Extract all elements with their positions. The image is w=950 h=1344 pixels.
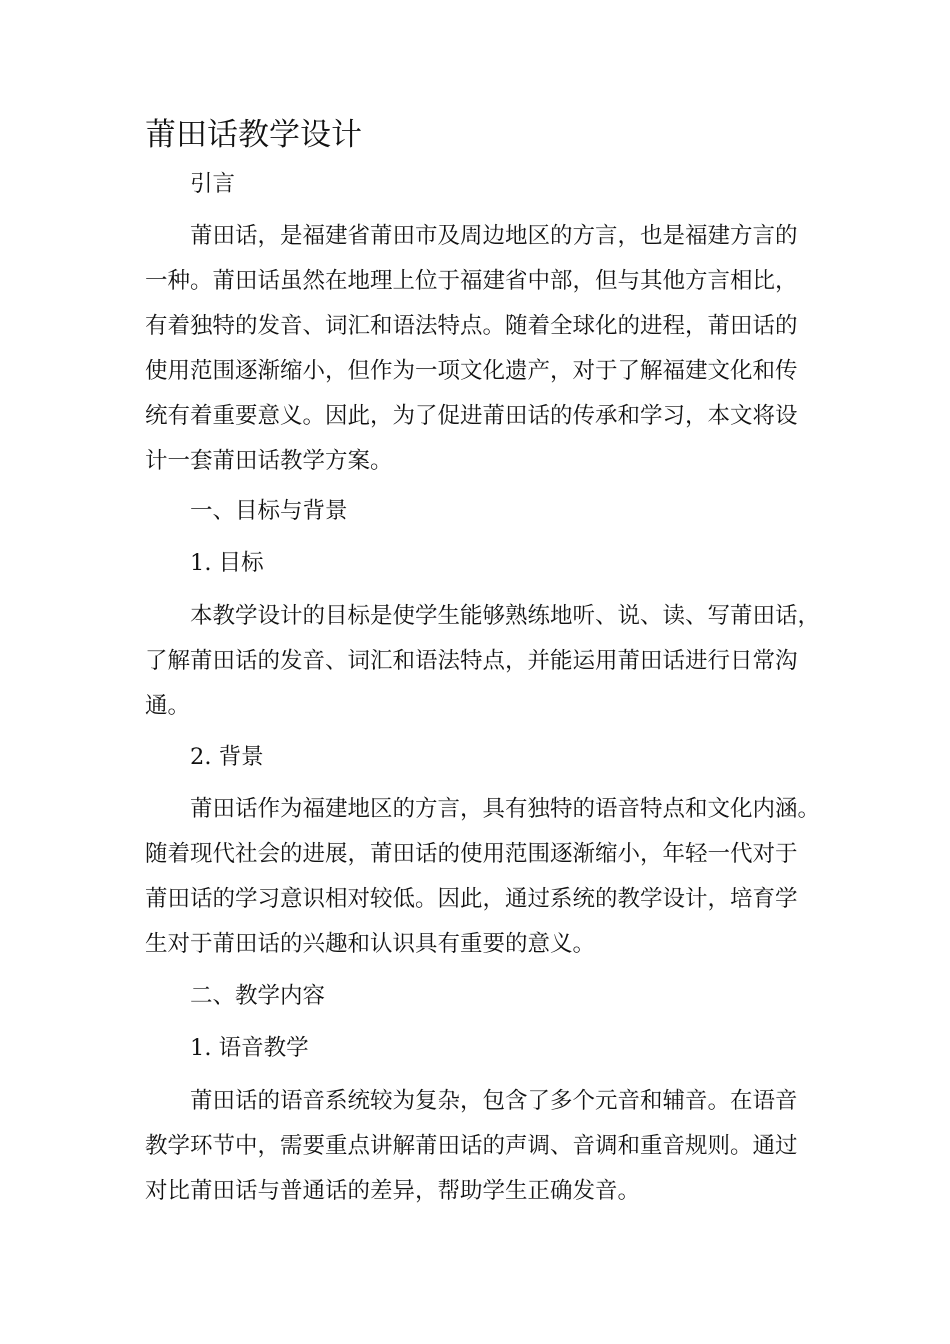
paragraph-line: 莆田话，是福建省莆田市及周边地区的方言，也是福建方言的: [190, 223, 798, 249]
paragraph-line: 计一套莆田话教学方案。: [145, 448, 393, 474]
goal-heading-block: [145, 541, 805, 586]
subsection-heading: 2. 背景: [190, 744, 264, 770]
intro-paragraph: [145, 214, 805, 484]
document-title: 莆田话教学设计: [145, 117, 362, 153]
paragraph-line: 一种。莆田话虽然在地理上位于福建省中部，但与其他方言相比，: [145, 268, 798, 294]
paragraph-line: 对比莆田话与普通话的差异，帮助学生正确发音。: [145, 1178, 641, 1204]
paragraph-line: 教学环节中，需要重点讲解莆田话的声调、音调和重音规则。通过: [145, 1133, 798, 1159]
background-paragraph: [145, 787, 821, 967]
section1-heading-block: [145, 489, 805, 534]
paragraph-line: 随着现代社会的进展，莆田话的使用范围逐渐缩小，年轻一代对于: [145, 841, 798, 867]
phonetics-paragraph: [145, 1079, 805, 1214]
paragraph-line: 本教学设计的目标是使学生能够熟练地听、说、读、写莆田话，: [190, 603, 821, 629]
paragraph-line: 莆田话作为福建地区的方言，具有独特的语音特点和文化内涵。: [190, 796, 821, 822]
paragraph-line: 莆田话的语音系统较为复杂，包含了多个元音和辅音。在语音: [190, 1088, 798, 1114]
section2-heading-block: [145, 974, 805, 1019]
intro-heading: 引言: [190, 171, 236, 197]
intro-heading-block: [145, 162, 805, 207]
paragraph-line: 统有着重要意义。因此，为了促进莆田话的传承和学习，本文将设: [145, 403, 798, 429]
goal-paragraph: [145, 594, 821, 729]
background-heading-block: [145, 735, 805, 780]
paragraph-line: 使用范围逐渐缩小，但作为一项文化遗产，对于了解福建文化和传: [145, 358, 798, 384]
section-heading: 二、教学内容: [190, 983, 326, 1009]
section-heading: 一、目标与背景: [190, 498, 348, 524]
subsection-heading: 1. 目标: [190, 550, 264, 576]
paragraph-line: 生对于莆田话的兴趣和认识具有重要的意义。: [145, 931, 596, 957]
paragraph-line: 有着独特的发音、词汇和语法特点。随着全球化的进程，莆田话的: [145, 313, 798, 339]
paragraph-line: 通。: [145, 693, 191, 719]
subsection-heading: 1. 语音教学: [190, 1035, 309, 1061]
paragraph-line: 莆田话的学习意识相对较低。因此，通过系统的教学设计，培育学: [145, 886, 798, 912]
phonetics-heading-block: [145, 1026, 805, 1071]
paragraph-line: 了解莆田话的发音、词汇和语法特点，并能运用莆田话进行日常沟: [145, 648, 798, 674]
